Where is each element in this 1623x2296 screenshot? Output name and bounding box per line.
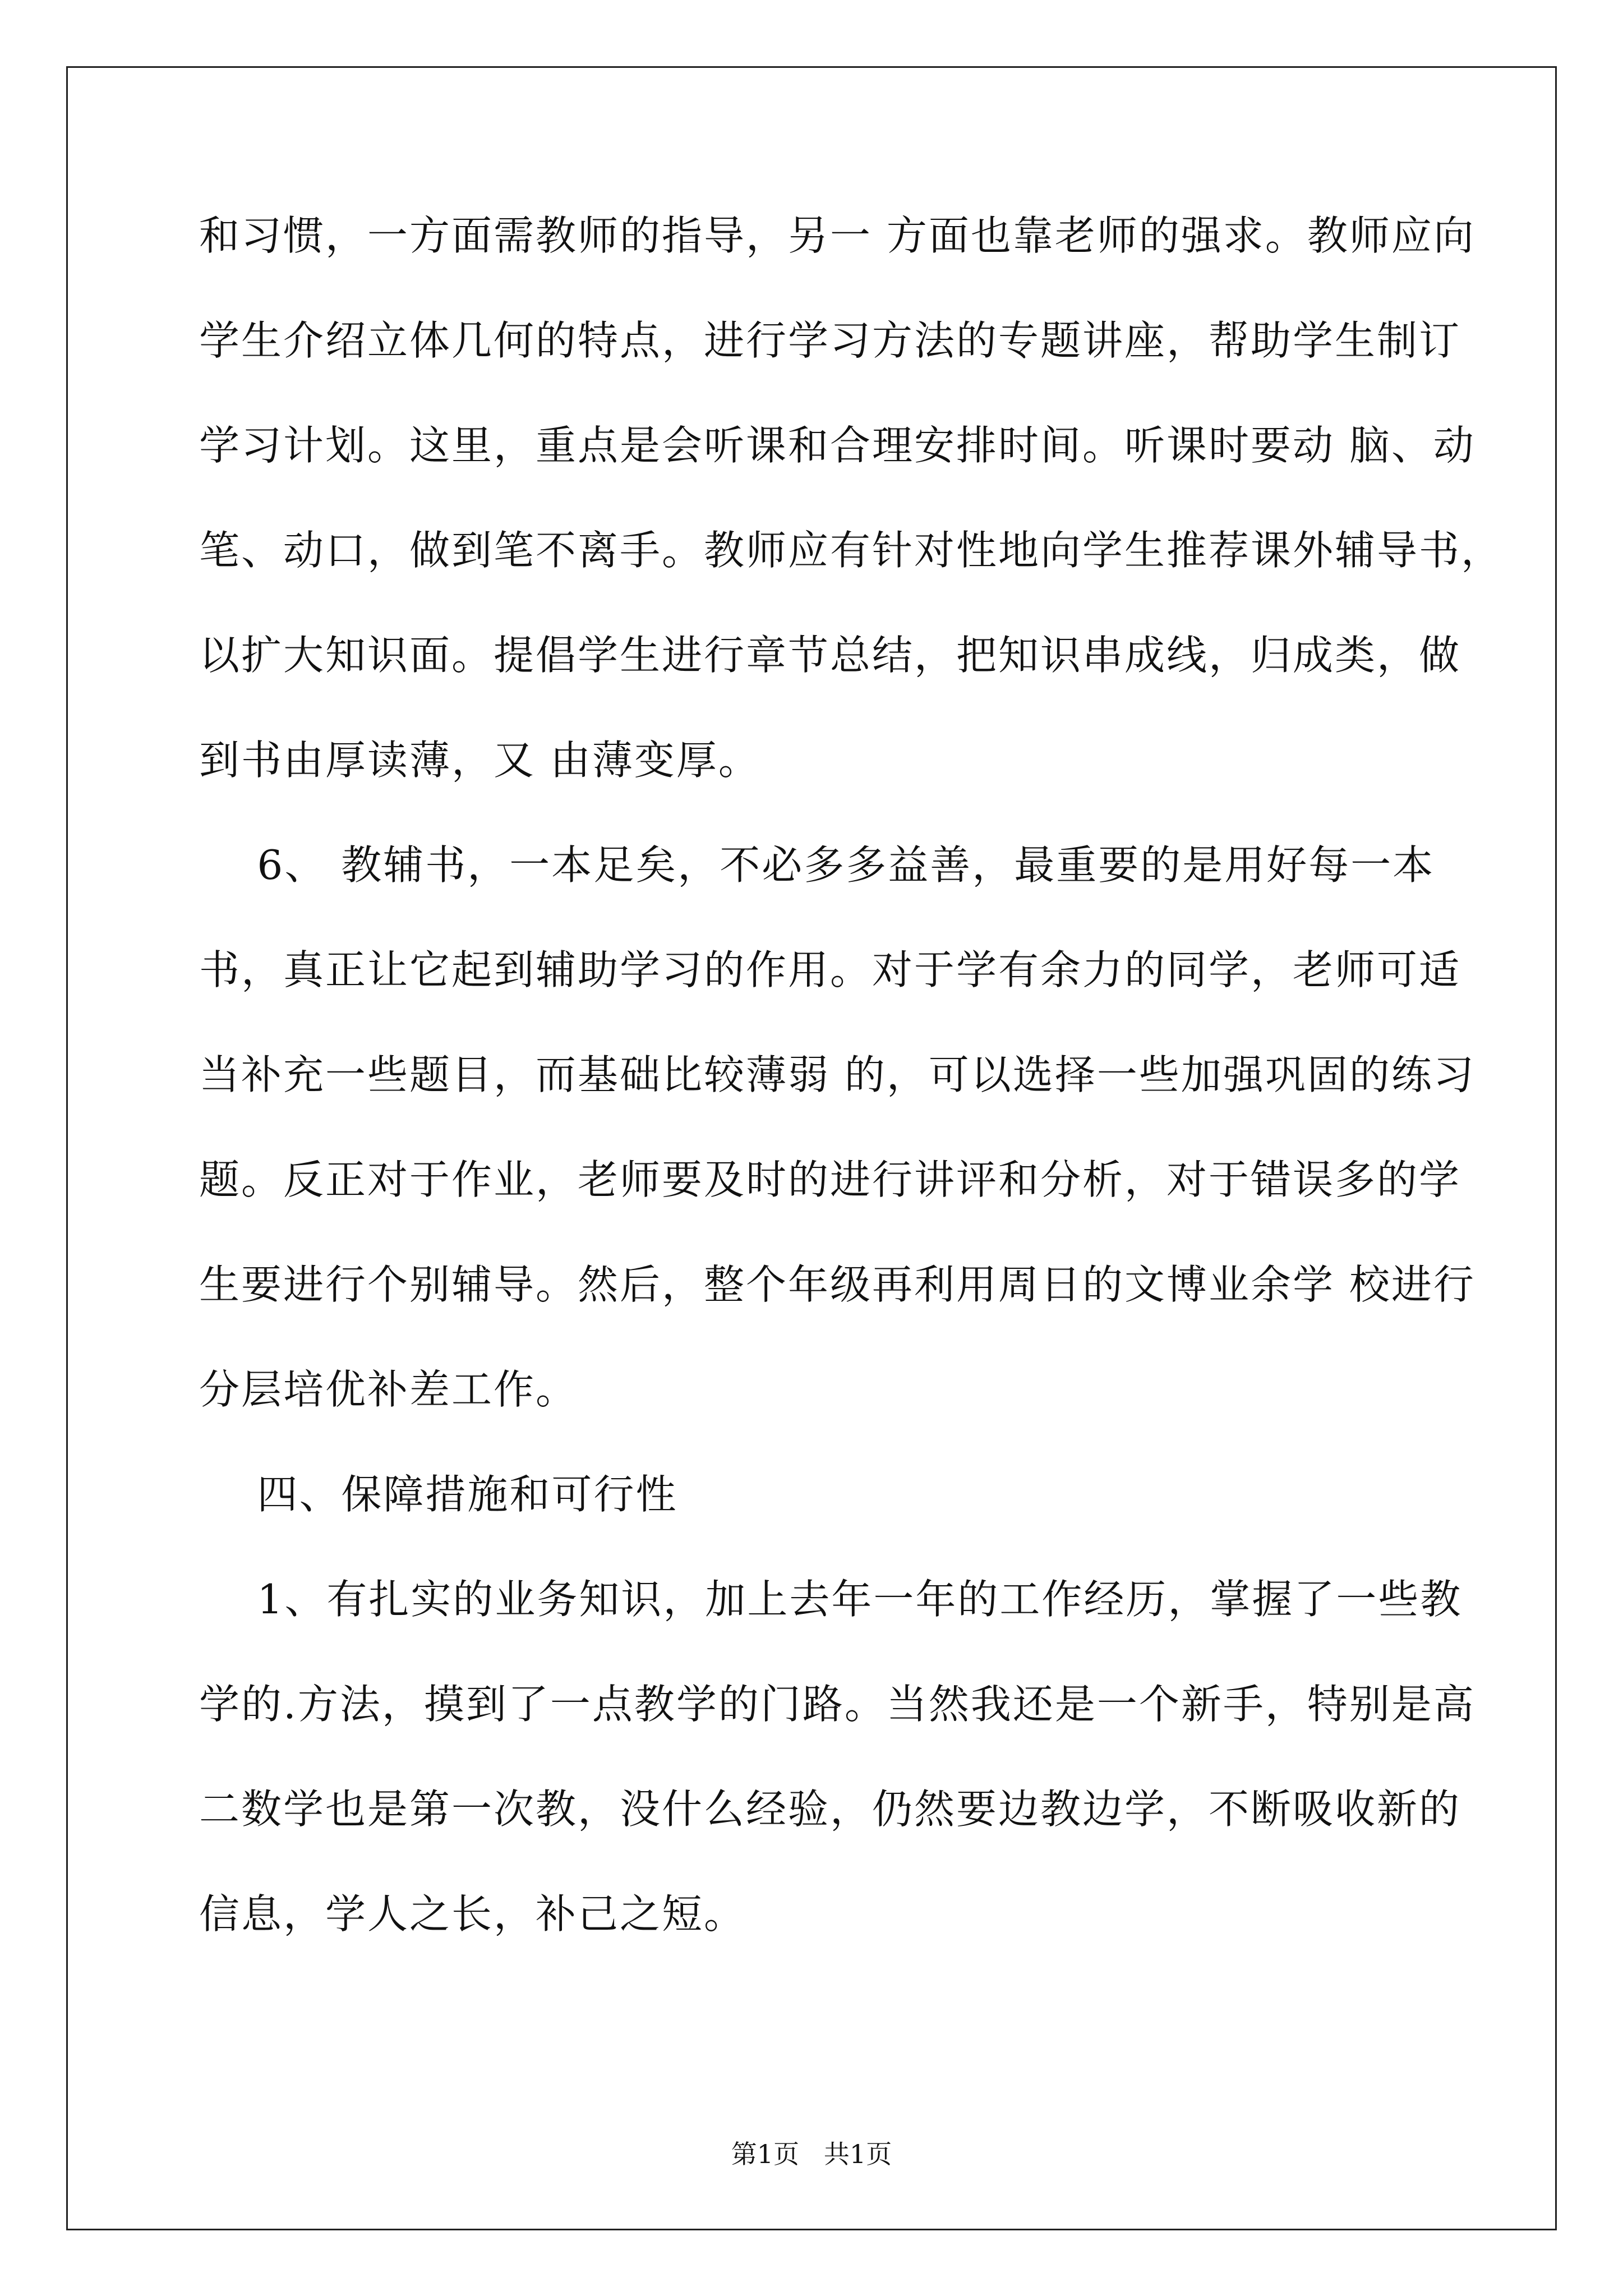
text-line: 二数学也是第一次教，没什么经验，仍然要边教边学，不断吸收新的: [199, 1786, 1461, 1833]
text-line: 笔、动口，做到笔不离手。教师应有针对性地向学生推荐课外辅导书，: [199, 527, 1504, 574]
text-line: 学生介绍立体几何的特点，进行学习方法的专题讲座，帮助学生制订: [199, 317, 1461, 364]
text-line: 学习计划。这里，重点是会听课和合理安排时间。听课时要动 脑、动: [199, 422, 1476, 469]
section-heading: 四、保障措施和可行性: [199, 1471, 678, 1518]
text-line: 题。反正对于作业，老师要及时的进行讲评和分析，对于错误多的学: [199, 1156, 1461, 1203]
text-line: 到书由厚读薄，又 由薄变厚。: [199, 737, 760, 784]
text-line: 信息，学人之长，补己之短。: [199, 1890, 746, 1938]
text-line: 学的.方法，摸到了一点教学的门路。当然我还是一个新手，特别是高: [199, 1681, 1476, 1728]
text-line: 分层培优补差工作。: [199, 1366, 578, 1413]
document-body: [199, 212, 1504, 1996]
text-line: 当补充一些题目，而基础比较薄弱 的，可以选择一些加强巩固的练习: [199, 1051, 1476, 1098]
text-line: 1、有扎实的业务知识，加上去年一年的工作经历，掌握了一些教: [199, 1576, 1463, 1623]
text-line: 生要进行个别辅导。然后，整个年级再利用周日的文博业余学 校进行: [199, 1261, 1476, 1308]
page-footer: 第1页 共1页: [731, 2139, 892, 2169]
text-line: 和习惯，一方面需教师的指导，另一 方面也靠老师的强求。教师应向: [199, 212, 1476, 259]
text-line: 6、 教辅书，一本足矣，不必多多益善，最重要的是用好每一本: [199, 841, 1435, 889]
text-line: 书，真正让它起到辅助学习的作用。对于学有余力的同学，老师可适: [199, 946, 1461, 993]
text-line: 以扩大知识面。提倡学生进行章节总结，把知识串成线，归成类，做: [199, 632, 1461, 679]
